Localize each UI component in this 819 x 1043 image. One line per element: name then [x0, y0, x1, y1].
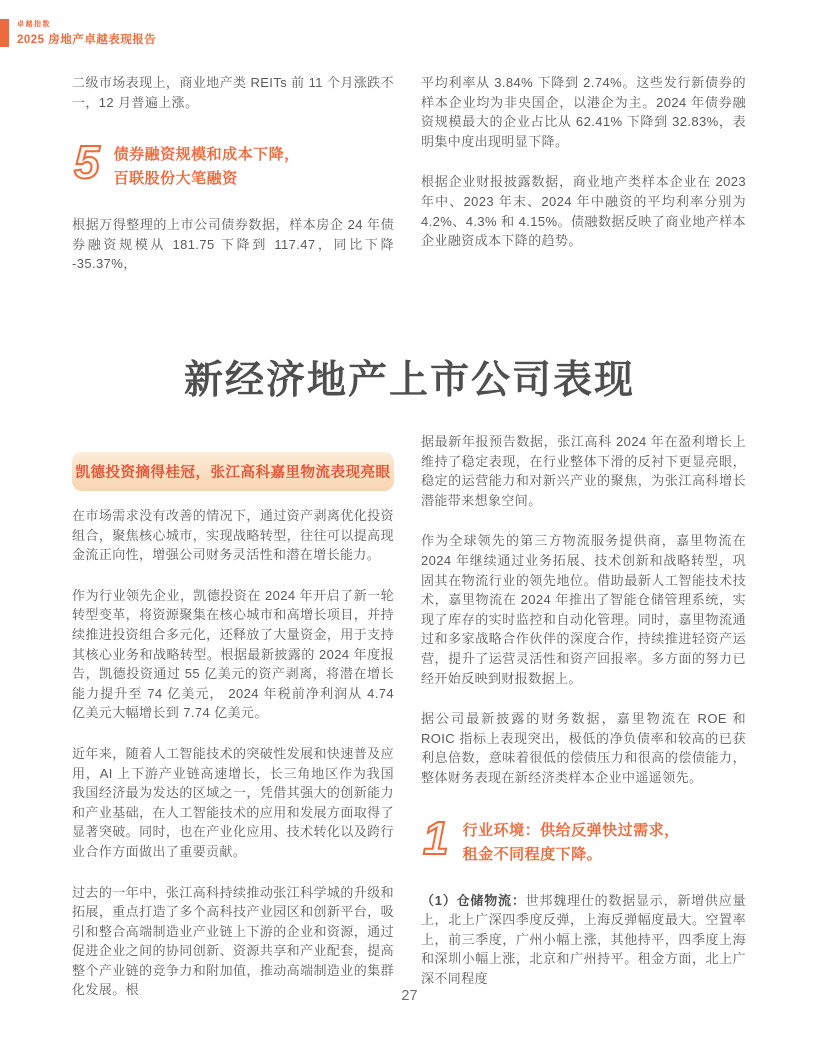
paragraph: 根据万得整理的上市公司债券数据，样本房企 24 年债券融资规模从 181.75 下降到 117.47，同比下降 -35.37%，: [72, 217, 394, 272]
bottom-right-column: [421, 432, 746, 1009]
section-title-line1: 债券融资规模和成本下降，: [113, 146, 300, 164]
top-columns: [72, 73, 746, 295]
section-title: [463, 815, 680, 867]
section-title: [114, 139, 300, 191]
paragraph: 据公司最新披露的财务数据，嘉里物流在 ROE 和 ROIC 指标上表现突出，极低的净负债率和较高的已获利息倍数，意味着很低的偿债压力和很高的偿债能力，整体财务表现在新经济类样本企业中遥遥领先。: [421, 711, 746, 785]
paragraph: 据最新年报预告数据，张江高科 2024 年在盈利增长上维持了稳定表现，在行业整体下滑的反衬下更显亮眼，稳定的运营能力和对新兴产业的聚焦，为张江高科增长潜能带来想象空间。: [421, 434, 746, 508]
paragraph-lead: （1）仓储物流：: [421, 892, 526, 908]
bottom-left-column: [72, 452, 394, 1021]
section-title-line2: 租金不同程度下降。: [462, 845, 603, 863]
section-heading-5: [72, 136, 394, 191]
paragraph: 在市场需求没有改善的情况下，通过资产剥离优化投资组合，聚焦核心城市，实现战略转型，往往可以提高现金流正向性，增强公司财务灵活性和潜在增长能力。: [72, 508, 394, 563]
brand-text: [17, 19, 156, 47]
section-title-line1: 行业环境：供给反弹快过需求，: [462, 821, 680, 839]
section-title-line2: 百联股份大笔融资: [113, 170, 238, 188]
brand-header: [0, 19, 156, 47]
paragraph: 近年来，随着人工智能技术的突破性发展和快速普及应用，AI 上下游产业链高速增长，长三角地区作为我国我国经济最为发达的区域之一，凭借其强大的创新能力和产业基础，在人工智能技术的应用和发展方面取得了显著突破。同时，也在产业化应用、技术转化以及跨行业合作方面做出了重要贡献。: [72, 745, 394, 859]
paragraph: 过去的一年中，张江高科持续推动张江科学城的升级和拓展，重点打造了多个高科技产业园区和创新平台，吸引和整合高端制造业产业链上下游的企业和资源，通过促进企业之间的协同创新、资源共享和产业配套，提高整个产业链的竞争力和附加值，推动高端制造业的集群化发展。根: [72, 884, 394, 998]
section-number: 5: [74, 136, 100, 189]
paragraph-text: 世邦魏理仕的数据显示，新增供应量上，北上广深四季度反弹，上海反弹幅度最大。空置率上，前三季度，广州小幅上涨，其他持平，四季度上海和深圳小幅上涨，北京和广州持平。租金方面，北上广深不同程度: [421, 892, 746, 986]
page-number: 27: [401, 988, 418, 1004]
section-number: 1: [423, 811, 449, 864]
paragraph: 根据企业财报披露数据，商业地产类样本企业在 2023 年中、2023 年末、2024 年中融资的平均利率分别为 4.2%、4.3% 和 4.15%。债融数据反映了商业地产样本企业融资成本下降的趋势。: [421, 174, 746, 249]
paragraph: 作为行业领先企业，凯德投资在 2024 年开启了新一轮转型变革，将资源聚集在核心城市和高增长项目，并持续推进投资组合多元化，还释放了大量资金，用于支持其核心业务和战略转型。根据最新披露的 2024 年度报告，凯德投资通过 55 亿美元的资产剥离，将潜在增长能力提升至 74 亿美元， 2024 年税前净利润从 4.74 亿美元大幅增长到 7.74 亿美元。: [72, 587, 394, 721]
chapter-title: 新经济地产上市公司表现: [183, 359, 635, 402]
top-right-column: [421, 73, 746, 295]
brand-name: 卓越指数: [17, 21, 51, 28]
report-title: 2025 房地产卓越表现报告: [17, 34, 157, 46]
section-heading-1: [421, 811, 746, 867]
top-left-column: [72, 73, 394, 295]
paragraph: 作为全球领先的第三方物流服务提供商，嘉里物流在 2024 年继续通过业务拓展、技术创新和战略转型，巩固其在物流行业的领先地位。借助最新人工智能技术技术，嘉里物流在 2024 年推出了智能仓储管理系统，实现了库存的实时监控和自动化管理。同时，嘉里物流通过和多家战略合作伙伴的深度合作，持续推进轻资产运营，提升了运营灵活性和资产回报率。多方面的努力已经开始反映到财报数据上。: [421, 533, 746, 686]
paragraph: 二级市场表现上，商业地产类 REITs 前 11 个月涨跌不一，12 月普遍上涨。: [72, 75, 394, 110]
paragraph: [421, 891, 746, 989]
paragraph: 平均利率从 3.84% 下降到 2.74%。这些发行新债券的样本企业均为非央国企，以港企为主。2024 年债券融资规模最大的企业占比从 62.41% 下降到 32.83%，表明集中度出现明显下降。: [421, 75, 746, 149]
brand-bar-icon: [0, 19, 9, 47]
highlight-banner: 凯德投资摘得桂冠，张江高科嘉里物流表现亮眼: [72, 452, 394, 491]
